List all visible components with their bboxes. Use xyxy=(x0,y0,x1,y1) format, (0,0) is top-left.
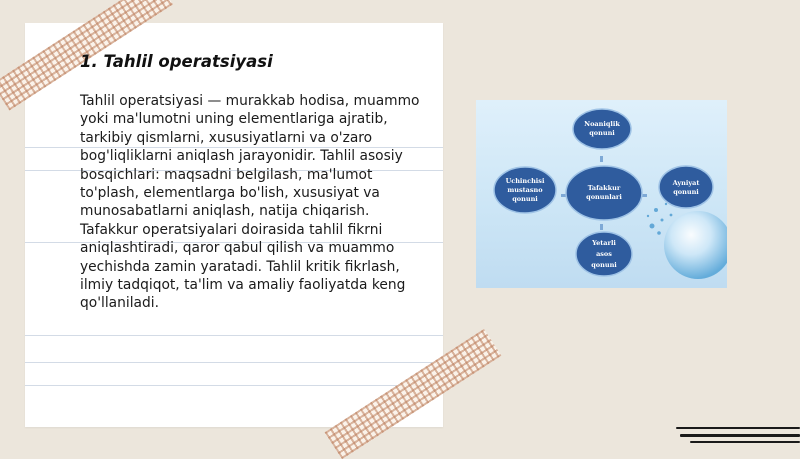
slide-title: 1. Tahlil operatsiyasi xyxy=(80,52,273,71)
thinking-laws-diagram-image xyxy=(476,100,727,288)
node-right-label-2: qonuni xyxy=(673,188,699,196)
node-center-label-2: qonunlari xyxy=(586,193,622,201)
node-top-label-2: qonuni xyxy=(589,129,615,137)
node-bottom-label-1: Yetarli xyxy=(592,239,616,247)
slide-body-text: Tahlil operatsiyasi — murakkab hodisa, muammo yoki ma'lumotni uning elementlariga ajratib, tarkibiy qismlarni, xususiyatlarni va o'zaro bog'liqliklarni aniqlash jarayonidir. Tahlil asosiy bosqichlari: maqsadni belgilash, ma'lumot to'plash, elementlarga bo'lish, xususiyat va munosabatlarni aniqlash, natija chiqarish. Tafakkur operatsiyalari doirasida tahlil fikrni aniqlashtiradi, qaror qabul qilish va muammo yechishda zamin yaratadi. Tahlil kritik fikrlash, ilmiy tadqiqot, ta'lim va amaliy faoliyatda keng qo'llaniladi. xyxy=(80,93,420,312)
node-left-label-3: qonuni xyxy=(512,195,538,203)
node-left-label-1: Uchinchisi xyxy=(505,177,545,185)
diagram-node-top xyxy=(573,109,631,149)
diagram-node-right xyxy=(659,166,713,208)
node-right-label-1: Ayniyat xyxy=(672,179,700,187)
decorative-stroke xyxy=(676,427,800,429)
node-center-label-1: Tafakkur xyxy=(587,184,621,192)
diagram-node-center xyxy=(566,166,642,220)
node-bottom-label-2: asos xyxy=(596,250,612,258)
diagram-node-bottom xyxy=(576,232,632,276)
node-left-label-2: mustasno xyxy=(507,186,543,194)
diagram-node-left xyxy=(494,167,556,213)
diagram-svg xyxy=(476,100,727,288)
decorative-stroke xyxy=(680,434,800,437)
decorative-stroke xyxy=(690,441,800,443)
node-bottom-label-3: qonuni xyxy=(591,261,617,269)
node-top-label-1: Noaniqlik xyxy=(584,120,620,128)
water-bubble-icon xyxy=(664,211,727,279)
